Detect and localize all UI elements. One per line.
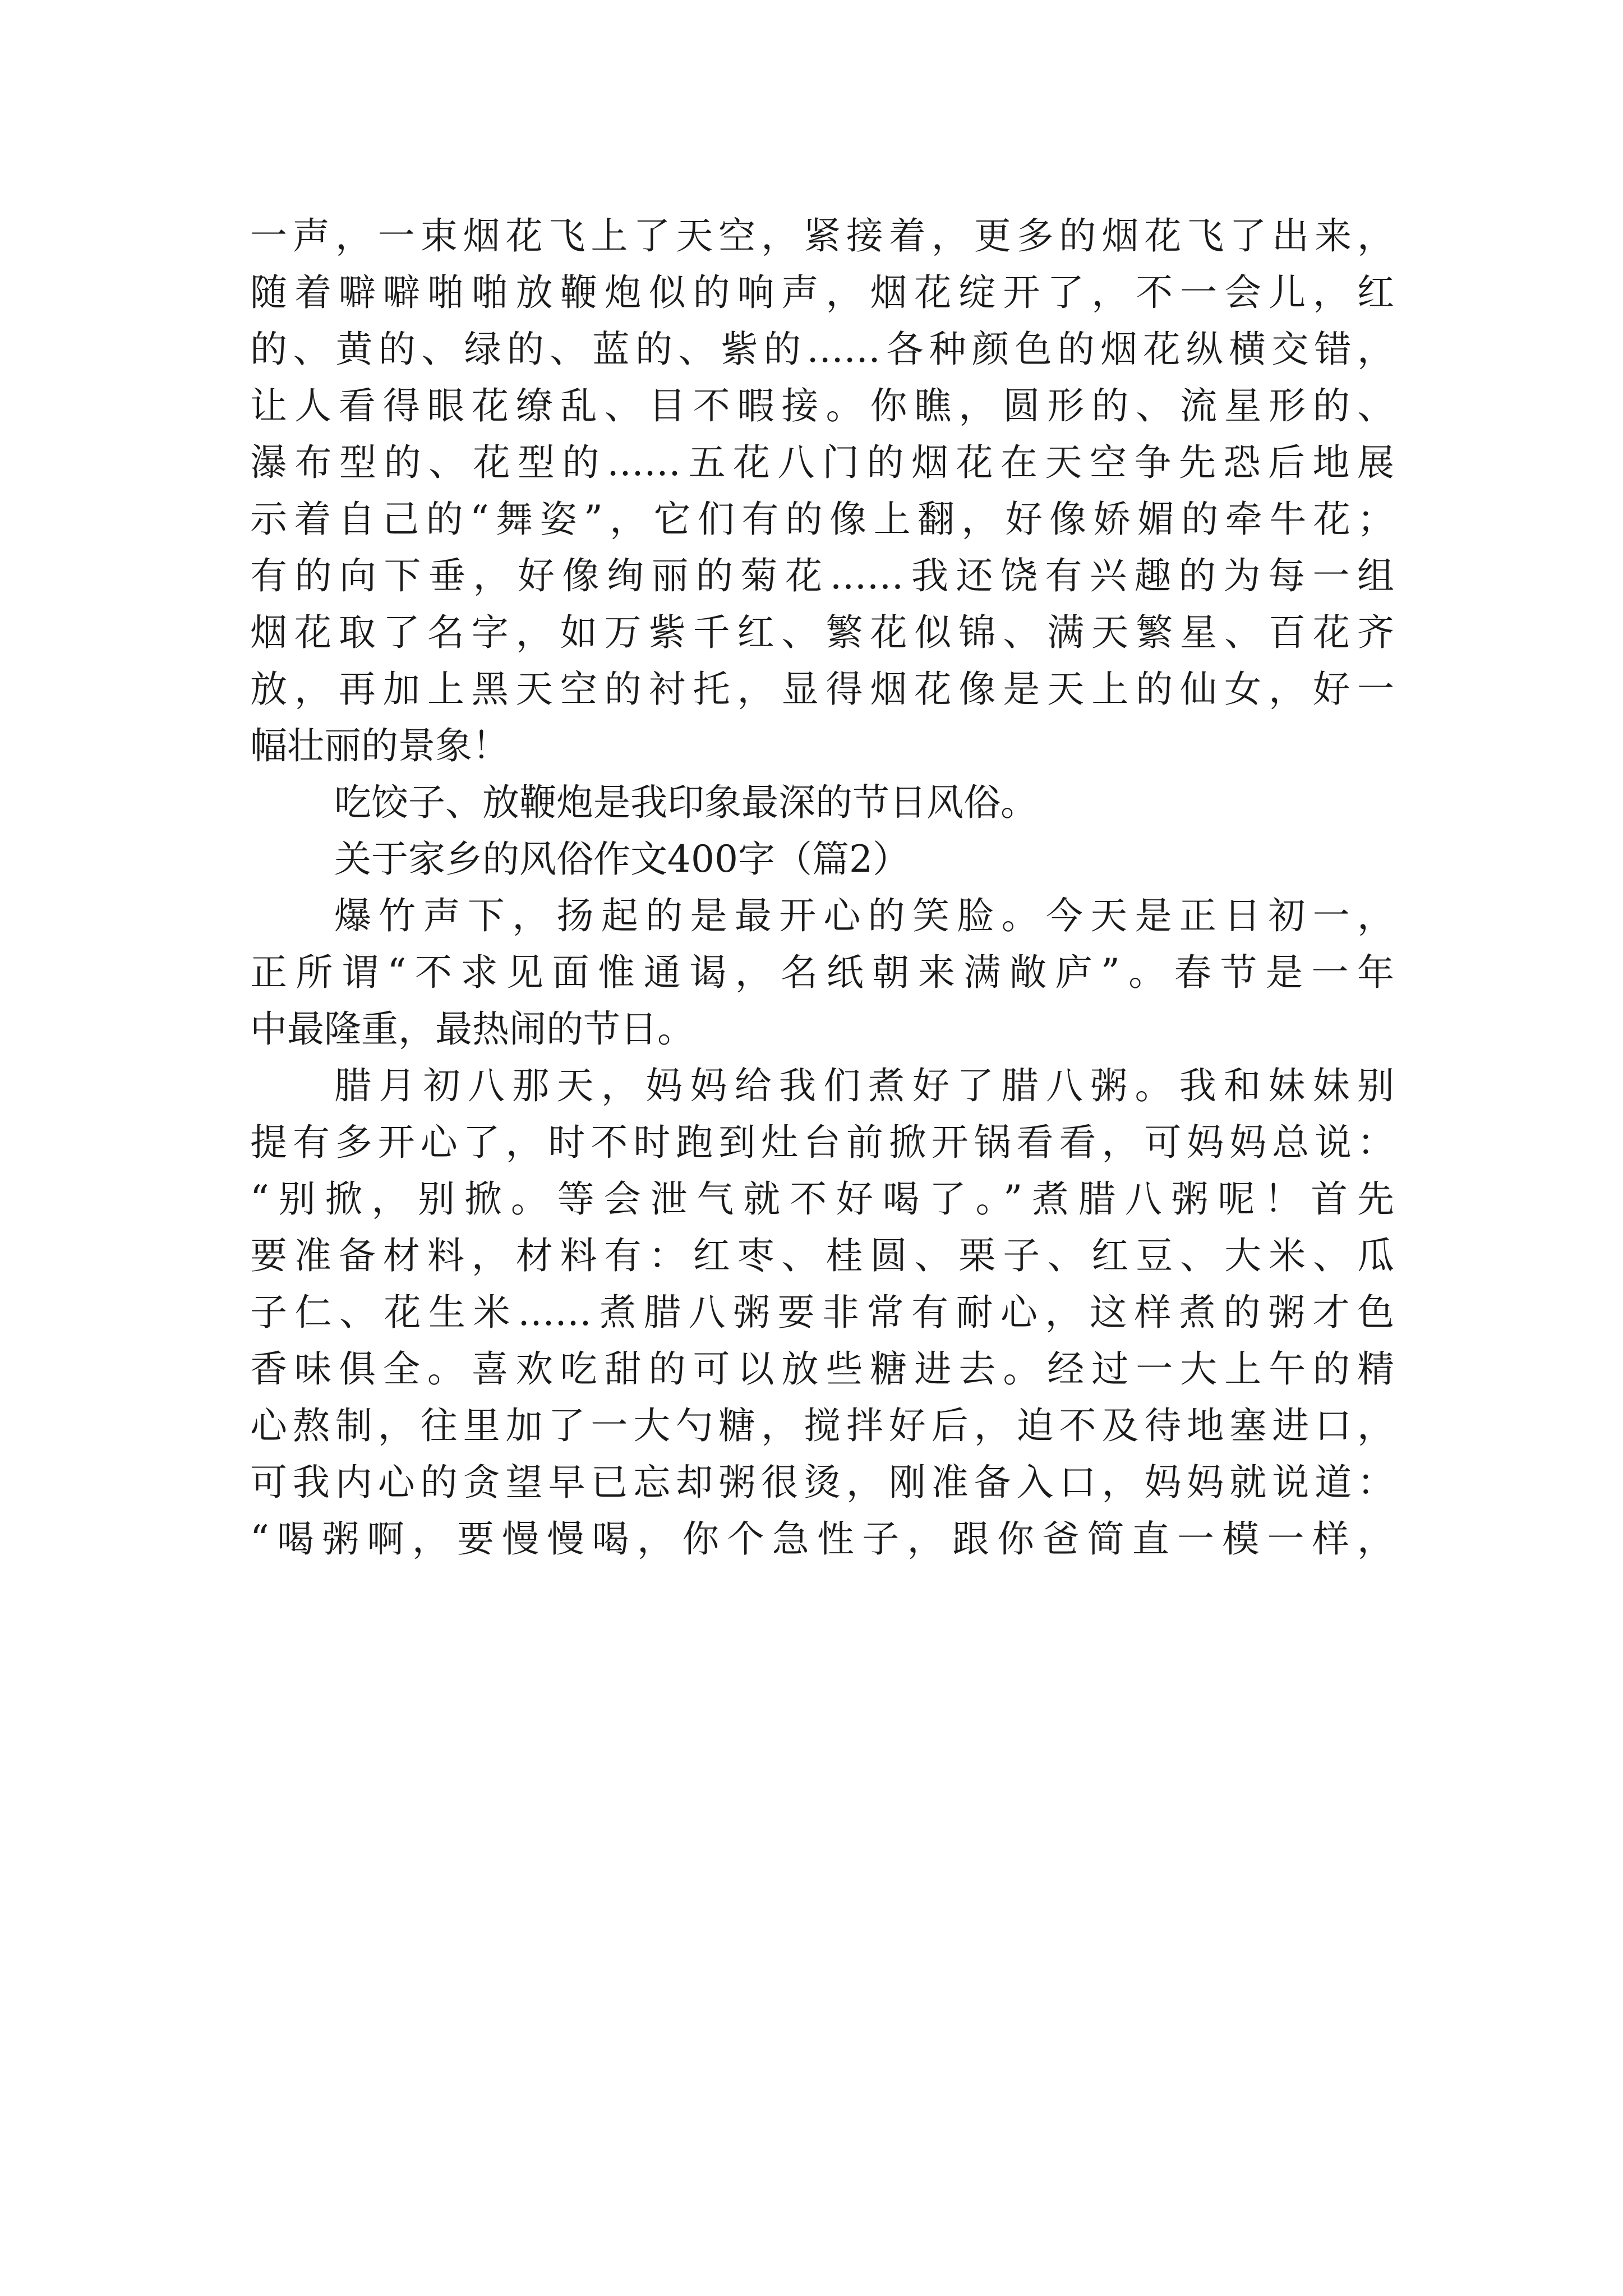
text-line: 心熬制，往里加了一大勺糖，搅拌好后，迫不及待地塞进口， bbox=[250, 1404, 1394, 1447]
text-line: 瀑布型的、花型的……五花八门的烟花在天空争先恐后地展 bbox=[250, 441, 1394, 484]
text-line: 子仁、花生米……煮腊八粥要非常有耐心，这样煮的粥才色 bbox=[250, 1291, 1394, 1334]
text-line: “喝粥啊，要慢慢喝，你个急性子，跟你爸简直一模一样， bbox=[250, 1517, 1394, 1561]
text-line: “别掀，别掀。等会泄气就不好喝了。”煮腊八粥呢！首先 bbox=[250, 1177, 1394, 1221]
section-heading: 关于家乡的风俗作文400字（篇2） bbox=[334, 838, 910, 881]
text-line: 随着噼噼啪啪放鞭炮似的响声，烟花绽开了，不一会儿，红 bbox=[250, 271, 1394, 314]
text-line: 腊月初八那天，妈妈给我们煮好了腊八粥。我和妹妹别 bbox=[334, 1064, 1394, 1107]
text-line: 吃饺子、放鞭炮是我印象最深的节日风俗。 bbox=[334, 781, 1038, 824]
text-line: 一声，一束烟花飞上了天空，紧接着，更多的烟花飞了出来， bbox=[250, 214, 1394, 257]
text-line: 正所谓“不求见面惟通谒，名纸朝来满敞庐”。春节是一年 bbox=[250, 951, 1394, 994]
text-line: 香味俱全。喜欢吃甜的可以放些糖进去。经过一大上午的精 bbox=[250, 1347, 1394, 1391]
text-line: 放，再加上黑天空的衬托，显得烟花像是天上的仙女，好一 bbox=[250, 668, 1394, 711]
text-line: 的、黄的、绿的、蓝的、紫的……各种颜色的烟花纵横交错， bbox=[250, 328, 1394, 371]
text-line: 中最隆重，最热闹的节日。 bbox=[250, 1007, 694, 1051]
body-text bbox=[250, 208, 1394, 1567]
text-line: 要准备材料，材料有：红枣、桂圆、栗子、红豆、大米、瓜 bbox=[250, 1234, 1394, 1277]
text-line: 有的向下垂，好像绚丽的菊花……我还饶有兴趣的为每一组 bbox=[250, 554, 1394, 597]
text-line: 让人看得眼花缭乱、目不暇接。你瞧，圆形的、流星形的、 bbox=[250, 384, 1394, 427]
text-line: 可我内心的贪望早已忘却粥很烫，刚准备入口，妈妈就说道： bbox=[250, 1461, 1394, 1504]
text-line: 提有多开心了，时不时跑到灶台前掀开锅看看，可妈妈总说： bbox=[250, 1121, 1394, 1164]
text-line: 烟花取了名字，如万紫千红、繁花似锦、满天繁星、百花齐 bbox=[250, 611, 1394, 654]
text-line: 示着自己的“舞姿”，它们有的像上翻，好像娇媚的牵牛花； bbox=[250, 498, 1394, 541]
text-line: 爆竹声下，扬起的是最开心的笑脸。今天是正日初一， bbox=[334, 894, 1394, 937]
text-line: 幅壮丽的景象！ bbox=[250, 724, 509, 767]
